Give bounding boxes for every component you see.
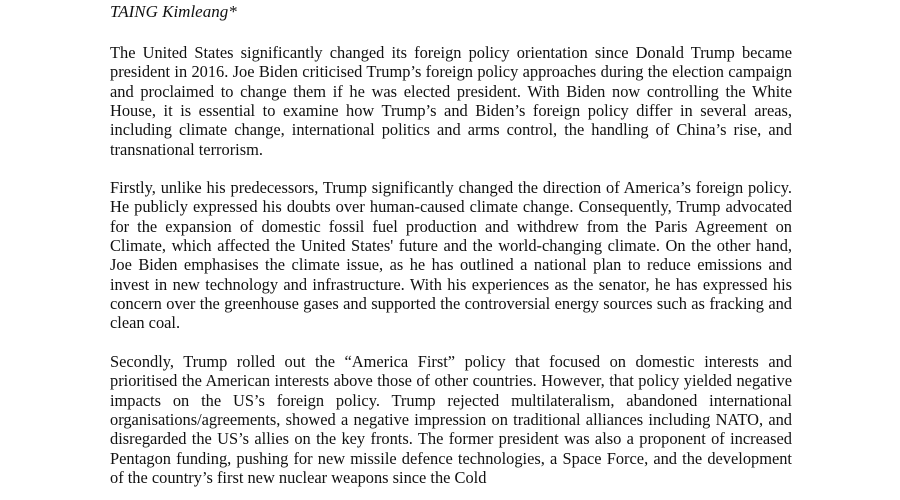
paragraph-climate: Firstly, unlike his predecessors, Trump significantly changed the direction of America’s foreign policy. He publicly expressed his doubts over human-caused climate change. Consequently, Trump advocated for the expansion of domestic fossil fuel production and withdrew from the Paris Agreement on Climate, which affected the United States' future and the world-changing climate. On the other hand, Joe Biden emphasises the climate issue, as he has outlined a national plan to reduce emissions and invest in new technology and infrastructure. With his experiences as the senator, he has expressed his concern over the greenhouse gases and supported the controversial energy sources such as fracking and clean coal. <box>110 178 792 333</box>
paragraph-america-first: Secondly, Trump rolled out the “America First” policy that focused on domestic interests and prioritised the American interests above those of other countries. However, that policy yielded negative impacts on the US’s foreign policy. Trump rejected multilateralism, abandoned international organisations/agreements, showed a negative impression on traditional alliances including NATO, and disregarded the US’s allies on the key fronts. The former president was also a proponent of increased Pentagon funding, pushing for new missile defence technologies, a Space Force, and the development of the country’s first new nuclear weapons since the Cold <box>110 351 792 487</box>
paragraph-intro: The United States significantly changed its foreign policy orientation since Donald Trump became president in 2016. Joe Biden criticised Trump’s foreign policy approaches during the election campaign and proclaimed to change them if he was elected president. With Biden now controlling the White House, it is essential to examine how Trump’s and Biden’s foreign policy differ in several areas, including climate change, international politics and arms control, the handling of China’s rise, and transnational terrorism. <box>110 43 792 159</box>
article-body <box>110 43 792 500</box>
author-name: TAING Kimleang* <box>110 2 237 21</box>
